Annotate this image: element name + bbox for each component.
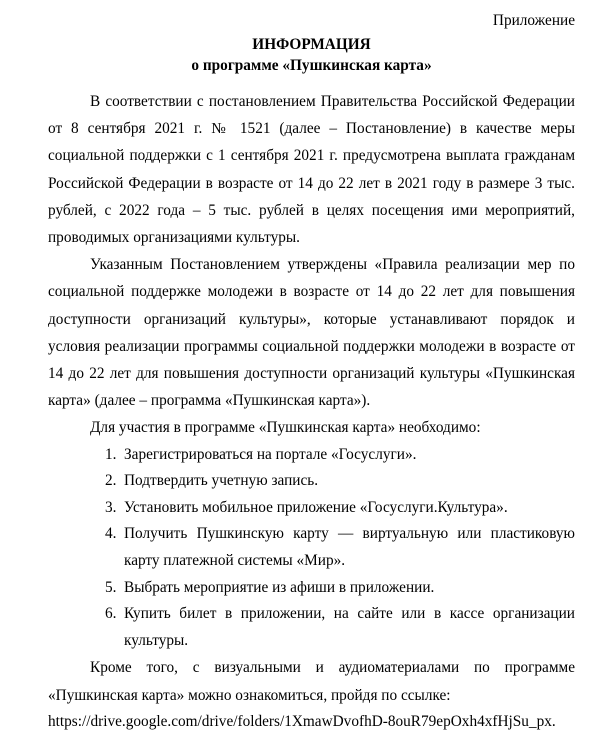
list-item	[48, 442, 575, 469]
list-item	[48, 521, 575, 574]
step-number: 5.	[105, 578, 117, 596]
paragraph-resolution: В соответствии с постановлением Правительства Российской Федерации от 8 сентября 2021 г. № 1521 (далее – Постановление) в качестве меры социальной поддержки с 1 сентября 2021 г. предусмотрена выплата гражданам Российской Федерации в возрасте от 14 до 22 лет в 2021 году в размере 3 тыс. рублей, с 2022 года – 5 тыс. рублей в целях посещения ими мероприятий, проводимых организациями культуры.	[48, 93, 575, 247]
step-number: 2.	[105, 472, 117, 490]
materials-link[interactable]: https://drive.google.com/drive/folders/1XmawDvofhD-8ouR79epOxh4xfHjSu_px.	[48, 712, 556, 730]
paragraph-materials: Кроме того, с визуальными и аудиоматериалами по программе «Пушкинская карта» можно ознакомиться, пройдя по ссылке:	[48, 659, 575, 704]
list-item	[48, 601, 575, 654]
document-subtitle: о программе «Пушкинская карта»	[191, 57, 432, 74]
step-text: Установить мобильное приложение «Госуслуги.Культура».	[124, 498, 508, 516]
step-text: Зарегистрироваться на портале «Госуслуги».	[124, 445, 417, 463]
step-number: 6.	[105, 605, 117, 623]
paragraph-rules: Указанным Постановлением утверждены «Правила реализации мер по социальной поддержке молодежи в возрасте от 14 до 22 лет для повышения доступности организаций культуры», которые устанавливают порядок и условия реализации программы социальной поддержки молодежи в возрасте от 14 до 22 лет для повышения доступности организаций культуры «Пушкинская карта» (далее – программа «Пушкинская карта»).	[48, 256, 575, 410]
list-item	[48, 495, 575, 522]
step-text: Купить билет в приложении, на сайте или в кассе организации культуры.	[124, 605, 575, 649]
step-number: 1.	[105, 445, 117, 463]
steps-list	[48, 442, 575, 655]
paragraph-participation: Для участия в программе «Пушкинская карта» необходимо:	[90, 419, 481, 437]
step-text: Выбрать мероприятие из афиши в приложении.	[124, 578, 435, 596]
list-item	[48, 468, 575, 495]
list-item	[48, 575, 575, 602]
document-title: ИНФОРМАЦИЯ	[252, 36, 371, 53]
step-number: 4.	[105, 525, 117, 543]
step-text: Подтвердить учетную запись.	[124, 472, 319, 490]
appendix-label: Приложение	[492, 12, 575, 29]
step-text: Получить Пушкинскую карту — виртуальную или пластиковую карту платежной системы «Мир».	[124, 525, 575, 570]
step-number: 3.	[105, 498, 117, 516]
document-page	[48, 10, 575, 735]
